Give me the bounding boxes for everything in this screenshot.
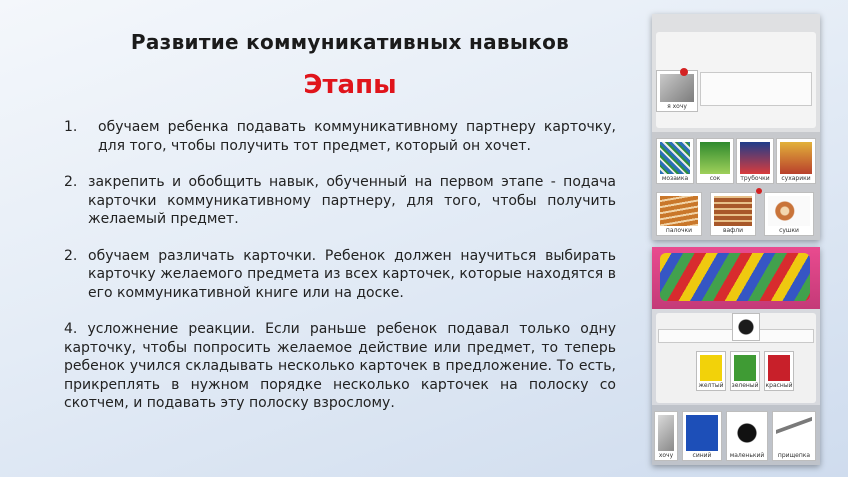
item-number: 1. <box>64 119 78 135</box>
item-text: усложнение реакции. Если раньше ребенок подавал только одну карточку, чтобы попросить желаемое действие или предмет, то теперь ребенок учился складывать несколько карточек в предложение. То есть, прикреплять в нужном порядке несколько карточек на полоску со скотчем, и подавать эту полоску взрослому. <box>64 321 616 411</box>
list-item <box>64 173 616 229</box>
card-yellow: желтый <box>696 351 726 391</box>
velcro-dot <box>756 188 762 194</box>
card-red: красный <box>764 351 794 391</box>
photo-communication-board <box>652 14 820 240</box>
item-text: обучаем различать карточки. Ребенок должен научиться выбирать карточку желаемого предмета из всех карточек, которые находятся в его коммуникативной книге или на доске. <box>88 247 616 301</box>
slide-title: Развитие коммуникативных навыков <box>130 30 570 54</box>
photo-color-cards <box>652 247 820 465</box>
card-small: маленький <box>726 411 768 461</box>
item-number: 2. <box>64 174 78 190</box>
card-crackers: сухарики <box>776 138 816 184</box>
card-sticks: палочки <box>656 192 702 236</box>
card-blue: синий <box>682 411 722 461</box>
list-item <box>64 320 616 413</box>
stages-list <box>64 118 616 413</box>
card-clothespin-shape <box>732 313 760 341</box>
card-want: хочу <box>654 411 678 461</box>
velcro-dot <box>680 68 688 76</box>
list-item <box>64 247 616 303</box>
card-mosaic: мозаика <box>656 138 694 184</box>
item-number: 4. <box>64 321 88 337</box>
card-straws: трубочки <box>736 138 774 184</box>
item-text: обучаем ребенка подавать коммуникативному партнеру карточку, для того, чтобы получить тот предмет, который он хочет. <box>98 119 616 154</box>
sentence-strip <box>700 72 812 106</box>
list-item <box>64 118 616 155</box>
card-juice: сок <box>696 138 734 184</box>
slide-subtitle: Этапы <box>303 70 397 100</box>
card-i-want: я хочу <box>656 70 698 112</box>
card-bagels: сушки <box>764 192 814 236</box>
card-wafers: вафли <box>710 192 756 236</box>
item-number: 2. <box>64 247 78 264</box>
item-text: закрепить и обобщить навык, обученный на первом этапе - подача карточки коммуникативному партнеру, для того, чтобы получить желаемый предмет. <box>88 174 616 227</box>
card-green: зеленый <box>730 351 760 391</box>
card-clothespin: прищепка <box>772 411 816 461</box>
clothespins <box>660 253 810 301</box>
